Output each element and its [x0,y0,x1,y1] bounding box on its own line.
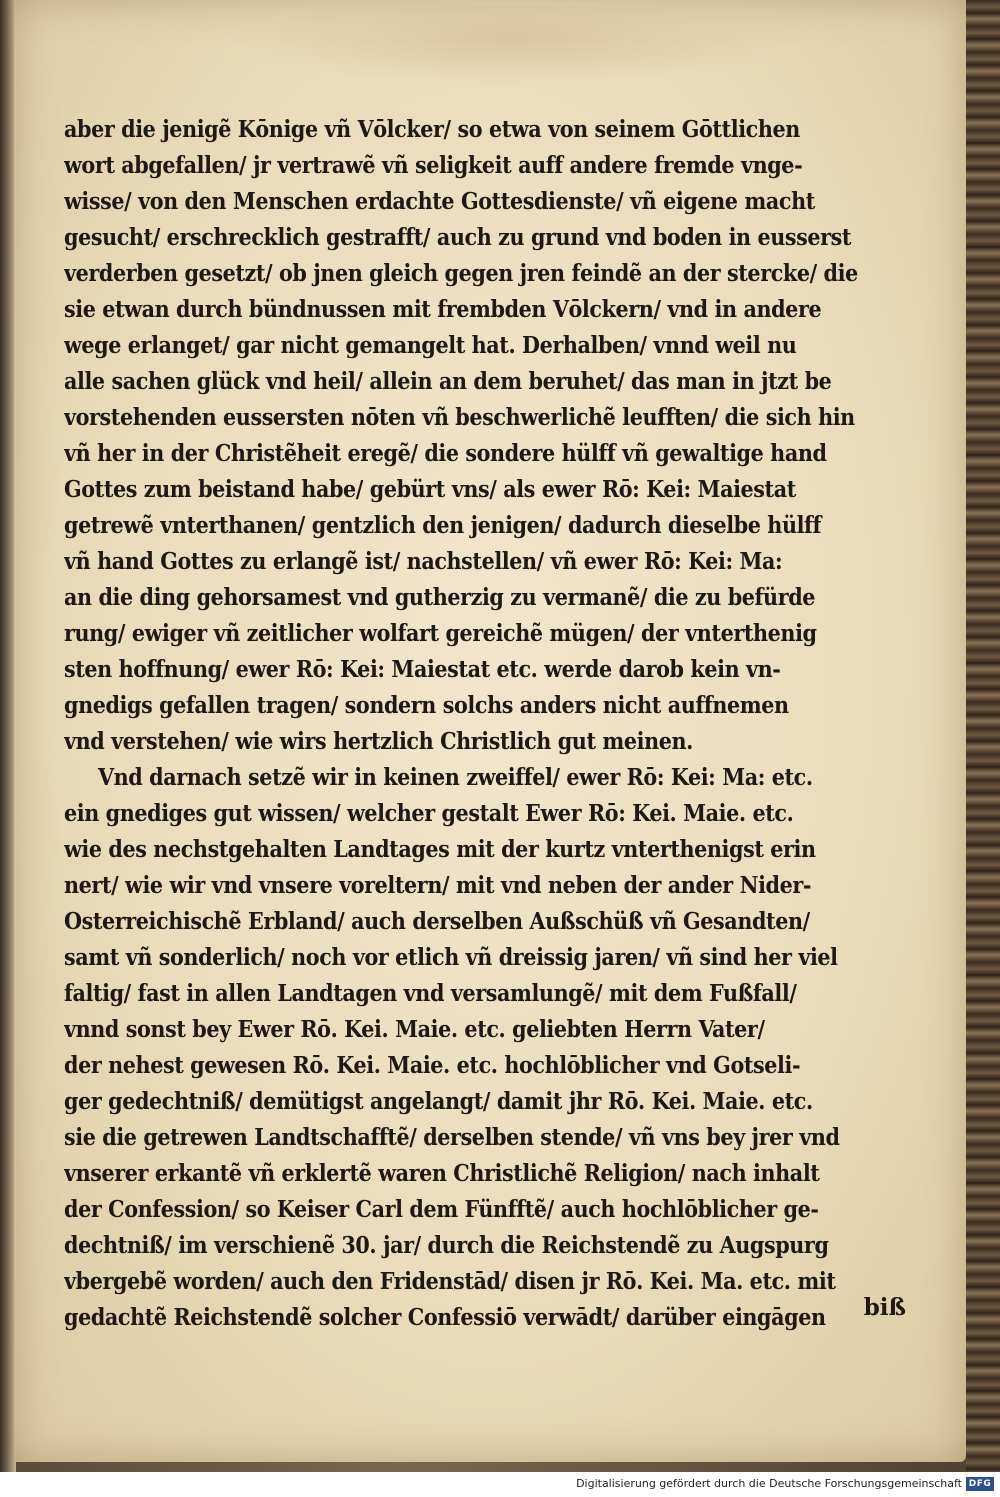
text-line: vñ hand Gottes zu erlangẽ ist/ nachstellen/ vñ ewer Rō: Kei: Ma: [64,548,783,575]
text-line: aber die jenigẽ Kōnige vñ Vōlcker/ so etwa von seinem Gōttlichen [64,116,800,143]
text-line: gesucht/ erschrecklich gestrafft/ auch zu grund vnd boden in eusserst [64,224,852,251]
water-stain [234,6,794,86]
book-fore-edge [966,0,1000,1472]
catchword: biß [863,1294,906,1321]
text-line: faltig/ fast in allen Landtagen vnd versamlungẽ/ mit dem Fußfall/ [64,980,797,1007]
text-line: vnd verstehen/ wie wirs hertzlich Christlich gut meinen. [64,728,693,755]
text-line: wege erlanget/ gar nicht gemangelt hat. Derhalben/ vnnd weil nu [64,332,797,359]
text-line: nert/ wie wir vnd vnsere voreltern/ mit vnd neben der ander Nider- [64,872,812,899]
text-line: Osterreichischẽ Erbland/ auch derselben Außschüß vñ Gesandten/ [64,908,810,935]
text-line: ger gedechtniß/ demütigst angelangt/ damit jhr Rō. Kei. Maie. etc. [64,1088,813,1115]
text-line: sie etwan durch bündnussen mit frembden Vōlckern/ vnd in andere [64,296,822,323]
text-line: der Confession/ so Keiser Carl dem Fünfftẽ/ auch hochlōblicher ge- [64,1196,819,1223]
text-line: der nehest gewesen Rō. Kei. Maie. etc. hochlōblicher vnd Gotseli- [64,1052,801,1079]
text-line: Gottes zum beistand habe/ gebürt vns/ als ewer Rō: Kei: Maiestat [64,476,796,503]
text-line: dechtniß/ im verschienẽ 30. jar/ durch die Reichstendẽ zu Augspurg [64,1232,829,1259]
text-line: sie die getrewen Landtschafftẽ/ derselben stende/ vñ vns bey jrer vnd [64,1124,840,1151]
text-line: samt vñ sonderlich/ noch vor etlich vñ dreissig jaren/ vñ sind her viel [64,944,838,971]
body-text [64,112,910,1336]
dfg-logo: DFG [966,1477,994,1491]
text-line: alle sachen glück vnd heil/ allein an dem beruhet/ das man in jtzt be [64,368,832,395]
text-line: vñ her in der Christẽheit eregẽ/ die sondere hülff vñ gewaltige hand [64,440,827,467]
text-line: Vnd darnach setzẽ wir in keinen zweiffel/ ewer Rō: Kei: Ma: etc. [98,764,813,791]
text-line: ein gnediges gut wissen/ welcher gestalt Ewer Rō: Kei. Maie. etc. [64,800,794,827]
text-line: gedachtẽ Reichstendẽ solcher Confessiō verwādt/ darüber eingāgen [64,1304,826,1331]
text-line: wort abgefallen/ jr vertrawẽ vñ seligkeit auff andere fremde vnge- [64,152,803,179]
text-line: rung/ ewiger vñ zeitlicher wolfart gereichẽ mügen/ der vnterthenig [64,620,817,647]
text-line: vbergebẽ worden/ auch den Fridenstād/ disen jr Rō. Kei. Ma. etc. mit [64,1268,836,1295]
text-line: wisse/ von den Menschen erdachte Gottesdienste/ vñ eigene macht [64,188,815,215]
text-line: verderben gesetzt/ ob jnen gleich gegen jren feindẽ an der stercke/ die [64,260,858,287]
text-line: getrewẽ vnterthanen/ gentzlich den jenigen/ dadurch dieselbe hülff [64,512,822,539]
footer-bar [0,1472,1000,1497]
text-line: gnedigs gefallen tragen/ sondern solchs anders nicht auffnemen [64,692,789,719]
text-line: vorstehenden eussersten nōten vñ beschwerlichẽ leufften/ die sich hin [64,404,855,431]
text-line: wie des nechstgehalten Landtages mit der kurtz vnterthenigst erin [64,836,816,863]
funding-attribution: Digitalisierung gefördert durch die Deutsche Forschungsgemeinschaft [576,1477,962,1490]
text-line: an die ding gehorsamest vnd gutherzig zu vermanẽ/ die zu befürde [64,584,816,611]
text-line: vnnd sonst bey Ewer Rō. Kei. Maie. etc. geliebten Herrn Vater/ [64,1016,765,1043]
text-line: vnserer erkantẽ vñ erklertẽ waren Christlichẽ Religion/ nach inhalt [64,1160,820,1187]
text-line: sten hoffnung/ ewer Rō: Kei: Maiestat etc. werde darob kein vn- [64,656,781,683]
